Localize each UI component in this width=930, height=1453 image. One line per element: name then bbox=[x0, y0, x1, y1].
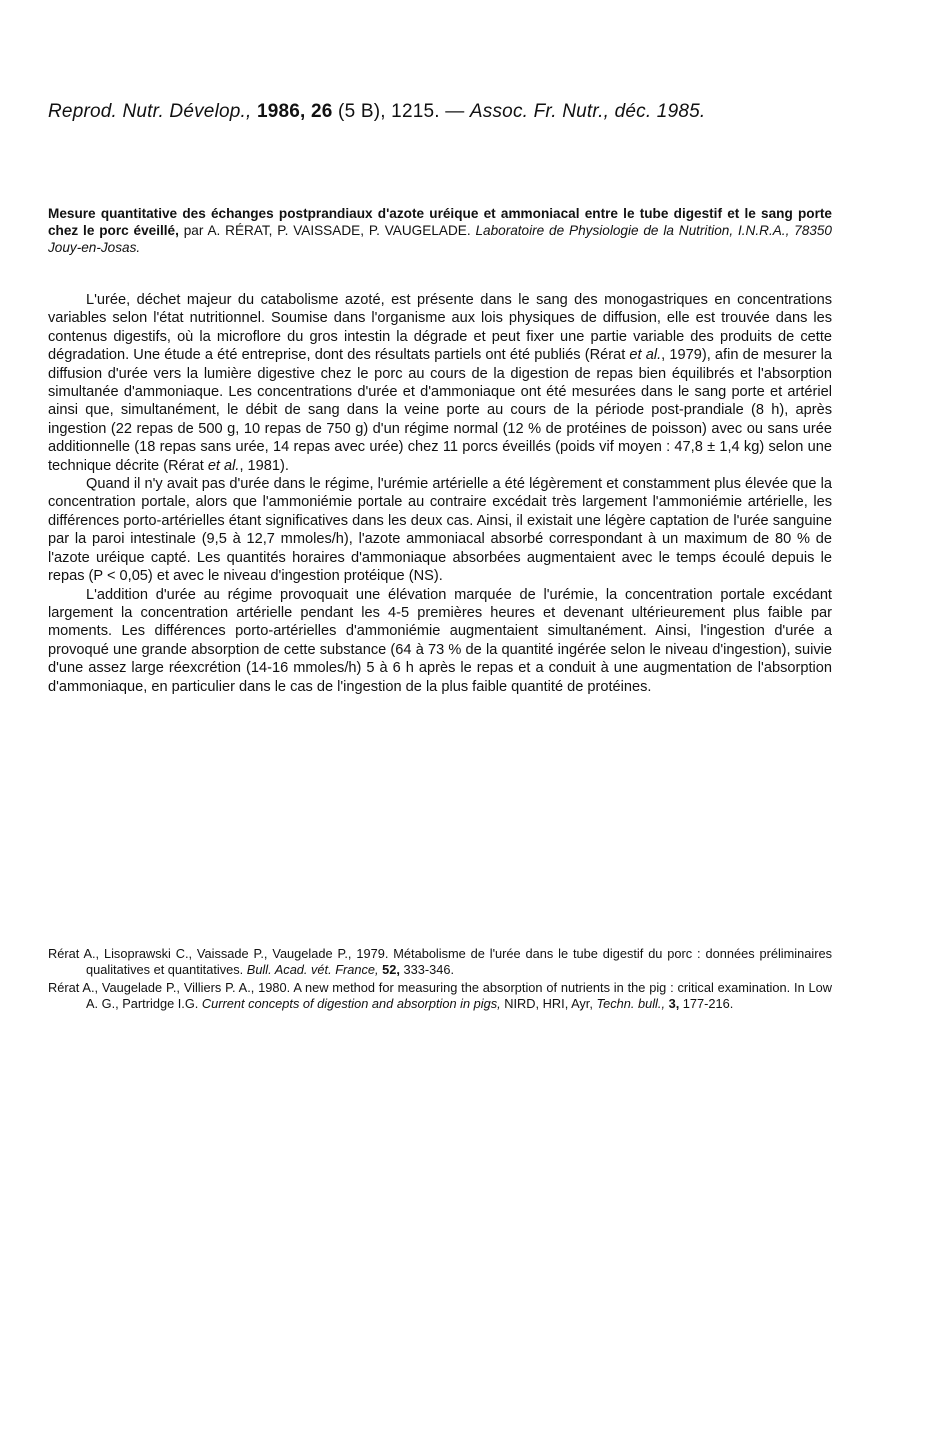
article-title: Mesure quantitative des échanges postprandiaux d'azote uréique et ammoniacal entre le tube digestif et le sang porte chez le porc éveillé, bbox=[48, 206, 832, 238]
association-info: Assoc. Fr. Nutr., déc. 1985. bbox=[469, 101, 706, 122]
reference-authors: Rérat A., Vaugelade P., Villiers P. A., 1980. bbox=[48, 980, 291, 996]
article-affiliation: Laboratoire de Physiologie de la Nutrition, I.N.R.A., 78350 Jouy-en-Josas. bbox=[48, 223, 832, 255]
reference-title: Métabolisme de l'urée dans le tube digestif du porc : données préliminaires qualitatives et quantitatives. bbox=[86, 946, 832, 977]
paragraph-2: Quand il n'y avait pas d'urée dans le régime, l'urémie artérielle a été légèrement et constamment plus élevée que la concentration portale, alors que l'ammoniémie portale au contraire excédait très largement l'ammoniémie artérielle, les différences porto-artérielles étant significatives dans les deux cas. Ainsi, il existait une légère captation de l'urée sanguine par la paroi intestinale (9,5 à 12,7 mmoles/h), l'azote ammoniacal absorbé correspondant à un maximum de 80 % de l'azote uréique capté. Les quantités horaires d'ammoniaque absorbées augmentaient avec le temps écoulé depuis le repas (P < 0,05) et avec le niveau d'ingestion protéique (NS). bbox=[48, 476, 832, 585]
et-al-2: et al. bbox=[207, 457, 240, 474]
journal-name: Reprod. Nutr. Dévelop., bbox=[48, 101, 252, 122]
journal-header bbox=[48, 101, 888, 123]
header-dash: — bbox=[445, 101, 465, 122]
reference-journal: Bull. Acad. vét. France, bbox=[246, 961, 379, 977]
paragraph-1 bbox=[48, 291, 832, 475]
paragraph-1-text-a: L'urée, déchet majeur du catabolisme azoté, est présente dans le sang des monogastriques en concentrations variables selon l'état nutritionnel. Soumise dans l'organisme aux lois physiques de diffusion, elle est trouvée dans les contenus digestifs, où la microflore du gros intestin la dégrade et peut fixer une partie variable des produits de cette dégradation. Une étude a été entreprise, dont des résultats partiels ont été publiés (Rérat bbox=[48, 292, 832, 364]
reference-pages: 333-346. bbox=[399, 961, 455, 977]
journal-year: 1986, bbox=[256, 101, 306, 122]
article-body bbox=[48, 291, 832, 696]
reference-item bbox=[48, 946, 832, 977]
paragraph-3: L'addition d'urée au régime provoquait une élévation marquée de l'urémie, la concentration portale excédant largement la concentration artérielle pendant les 4-5 premières heures et devenant ultérieurement plus faible par moments. Les différences porto-artérielles d'ammoniémie augmentaient simultanément. Ainsi, l'ingestion d'urée a provoqué une grande absorption de cette substance (64 à 73 % de la quantité ingérée selon le niveau d'ingestion), suivie d'une assez large réexcrétion (14-16 mmoles/h) 5 à 6 h après le repas et a conduit à une augmentation de l'absorption d'ammoniaque, en particulier dans le cas de l'ingestion de la plus faible quantité de protéines. bbox=[48, 586, 832, 695]
reference-item bbox=[48, 980, 832, 1011]
article-heading bbox=[48, 205, 832, 256]
reference-book-title: Current concepts of digestion and absorption in pigs, bbox=[201, 995, 501, 1011]
journal-volume: 26 bbox=[311, 101, 333, 122]
paragraph-1-text-b: , 1979), afin de mesurer la diffusion d'urée vers la lumière digestive chez le porc au cours de la digestion de repas bien équilibrés et l'absorption simultanée d'ammoniaque. Les concentrations d'urée et d'ammoniaque ont été mesurées dans le sang porte et artériel ainsi que, simultanément, le débit de sang dans la veine porte au cours de la période post-prandiale (8 h), après ingestion (22 repas de 500 g, 10 repas de 750 g) d'un régime normal (12 % de protéines de poisson) avec ou sans urée additionnelle (18 repas sans urée, 14 repas avec urée) chez 11 porcs éveillés (poids vif moyen : 47,8 ± 1,4 kg) selon une technique décrite (Rérat bbox=[48, 347, 833, 474]
reference-volume: 52, bbox=[378, 961, 400, 977]
reference-pages: 177-216. bbox=[679, 995, 734, 1011]
reference-title: A new method for measuring the absorption of nutrients in the pig : critical examination. In Low A. G., Partridge I.G. bbox=[86, 980, 832, 1011]
paragraph-1-text-c: , 1981). bbox=[239, 457, 289, 474]
et-al-1: et al. bbox=[629, 347, 662, 364]
article-authors: par A. RÉRAT, P. VAISSADE, P. VAUGELADE. bbox=[178, 223, 476, 238]
reference-volume: 3, bbox=[665, 995, 680, 1011]
references bbox=[48, 946, 832, 1014]
reference-authors: Rérat A., Lisoprawski C., Vaissade P., Vaugelade P., 1979. bbox=[48, 946, 389, 961]
reference-publisher: NIRD, HRI, Ayr, bbox=[500, 995, 597, 1011]
reference-series: Techn. bull., bbox=[596, 995, 666, 1011]
journal-issue-page: (5 B), 1215. bbox=[338, 101, 440, 122]
